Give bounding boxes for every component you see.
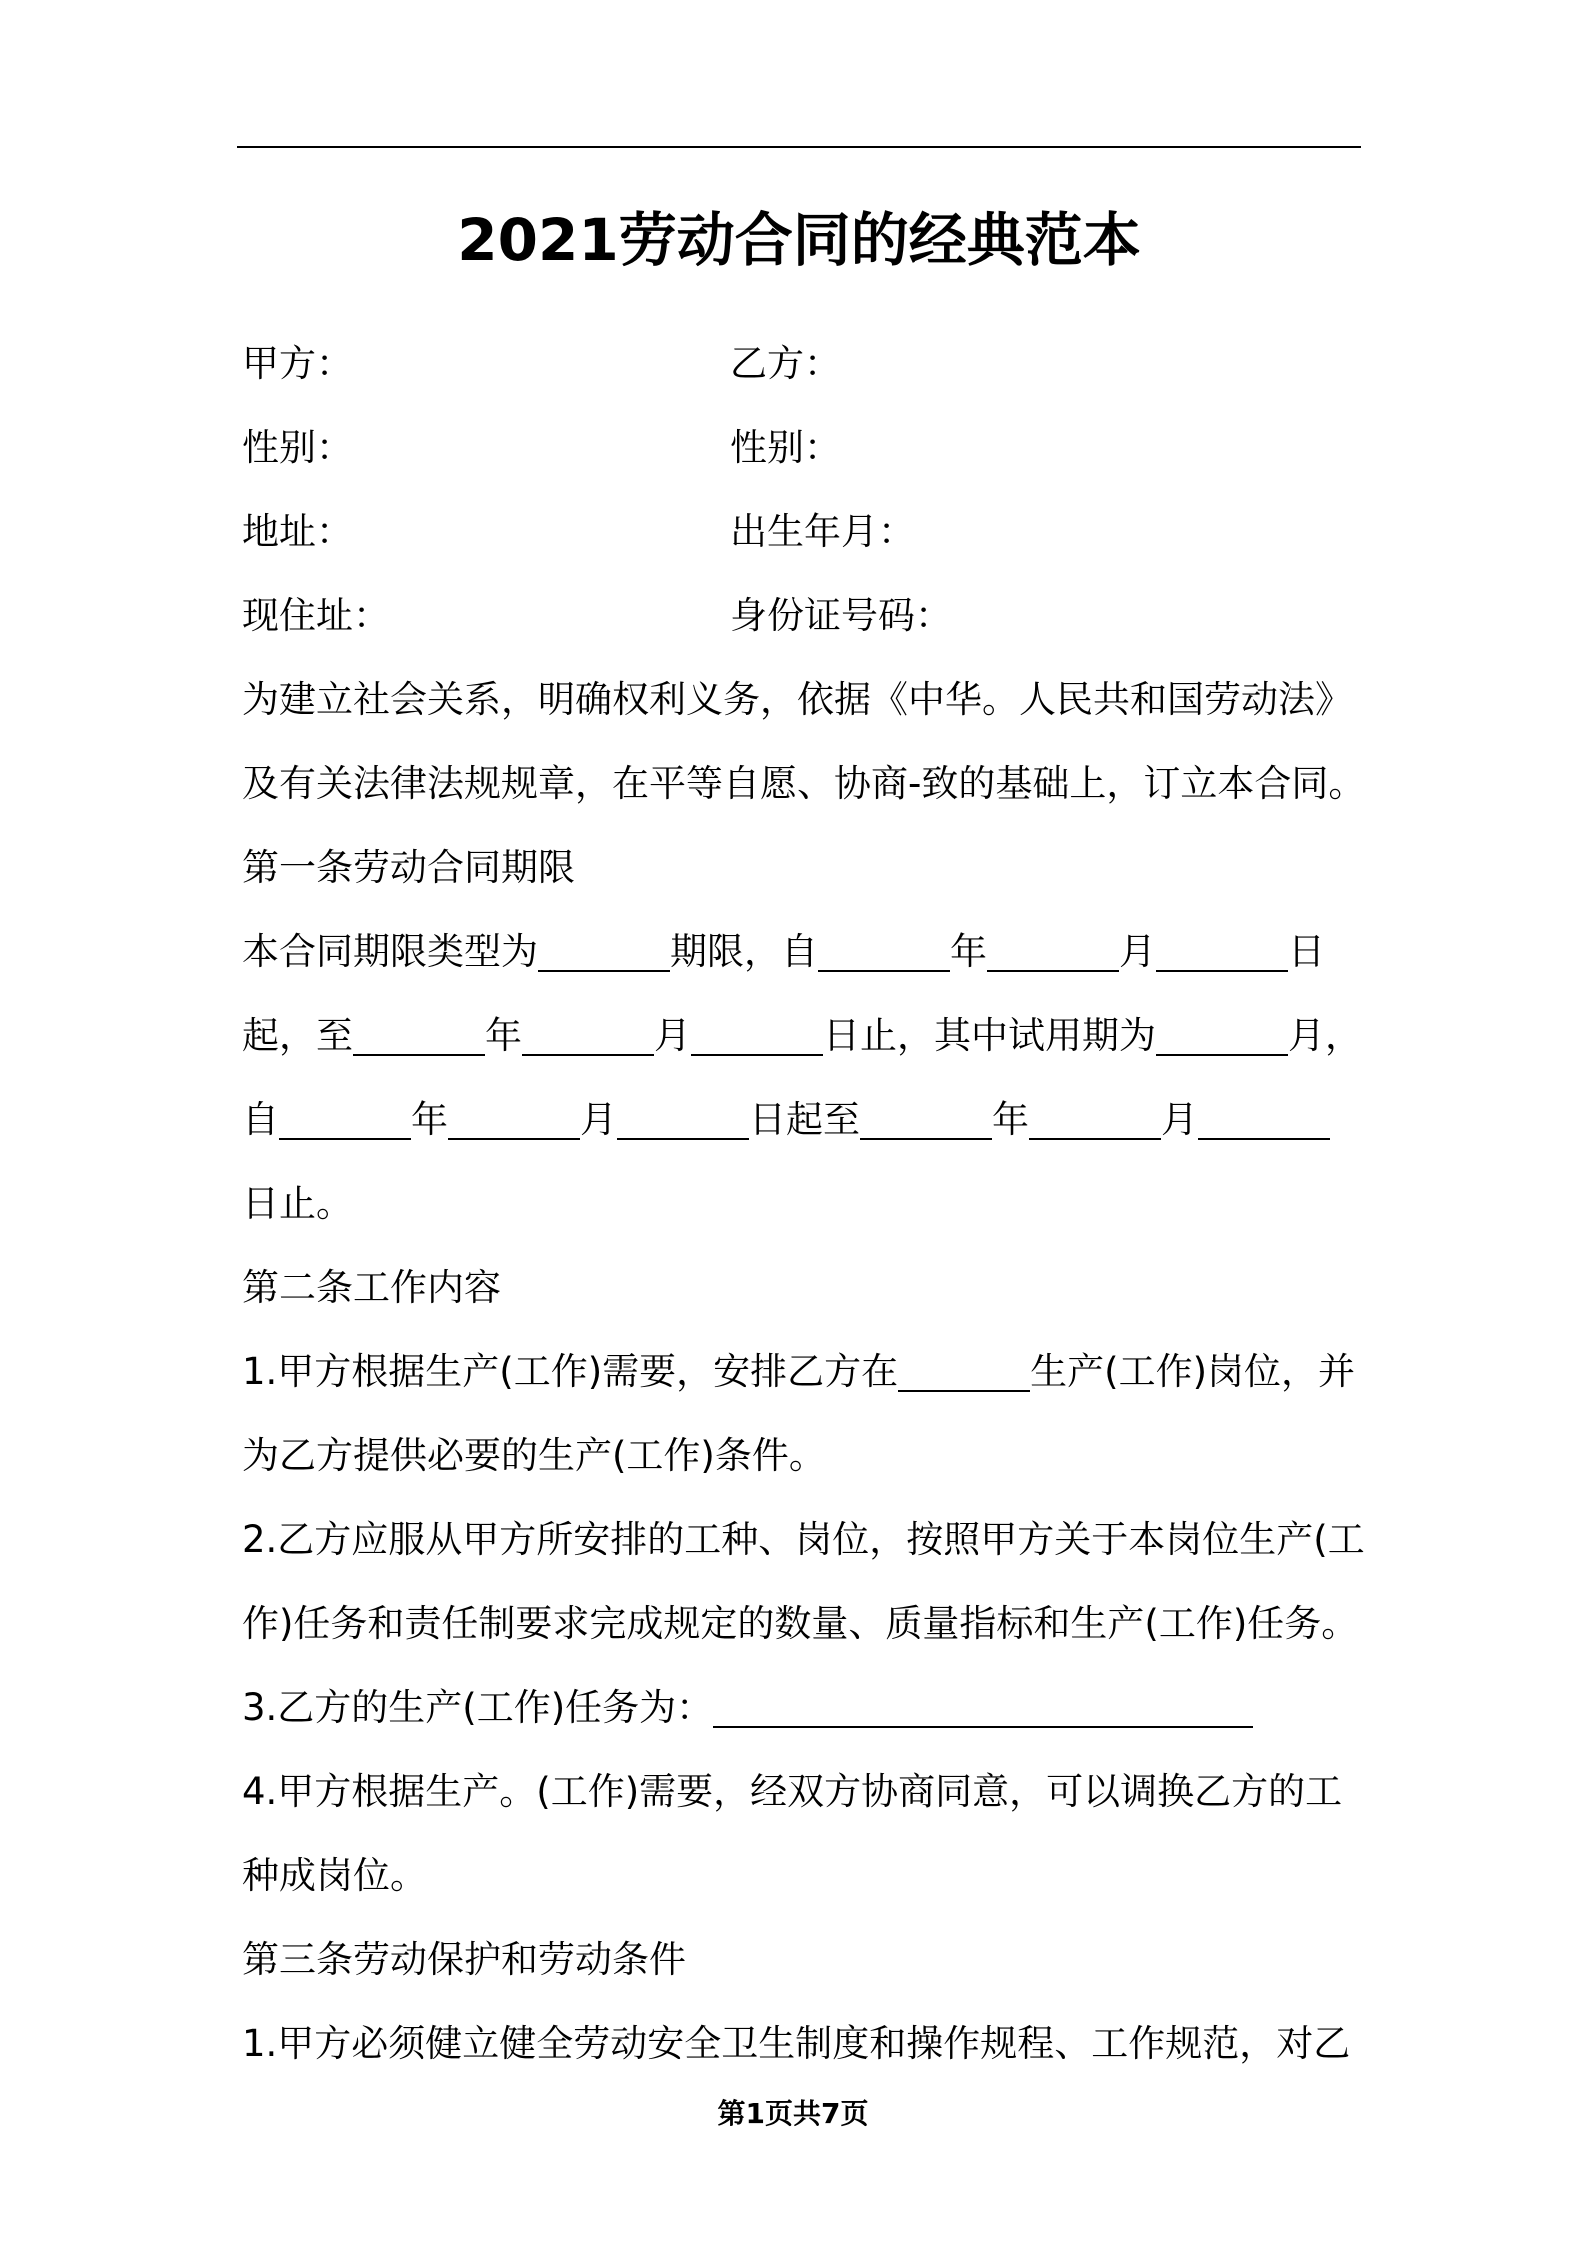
text-segment: 年 <box>485 1014 522 1057</box>
text-segment: 月 <box>654 1014 691 1057</box>
article-2-item-1 <box>242 1330 1372 1414</box>
fill-blank[interactable] <box>987 969 1119 972</box>
article-2-item-4: 4.甲方根据生产。(工作)需要，经双方协商同意，可以调换乙方的工 <box>242 1770 1343 1813</box>
party-row <box>242 406 1362 490</box>
party-row <box>242 490 1362 574</box>
fill-blank[interactable] <box>898 1389 1030 1392</box>
fill-blank[interactable] <box>617 1137 749 1140</box>
text-segment: 期限，自 <box>670 930 818 973</box>
article-1-line: 日止。 <box>242 1182 353 1225</box>
text-segment: 生产(工作)岗位，并 <box>1030 1350 1356 1393</box>
intro-line: 及有关法律法规规章，在平等自愿、协商-致的基础上，订立本合同。 <box>242 762 1366 805</box>
party-row <box>242 322 1362 406</box>
fill-blank[interactable] <box>522 1053 654 1056</box>
article-2-item-1-cont: 为乙方提供必要的生产(工作)条件。 <box>242 1434 826 1477</box>
text-segment: 日止，其中试用期为 <box>823 1014 1156 1057</box>
article-3-heading: 第三条劳动保护和劳动条件 <box>242 1938 686 1981</box>
fill-blank[interactable] <box>538 969 670 972</box>
fill-blank[interactable] <box>1029 1137 1161 1140</box>
article-2-item-4-cont: 种成岗位。 <box>242 1854 427 1897</box>
text-segment: 1.甲方根据生产(工作)需要，安排乙方在 <box>242 1350 899 1393</box>
fill-blank[interactable] <box>713 1725 1253 1728</box>
fill-blank[interactable] <box>818 969 950 972</box>
article-3-item-1: 1.甲方必须健立健全劳动安全卫生制度和操作规程、工作规范，对乙 <box>242 2022 1351 2065</box>
party-a-gender-label: 性别： <box>242 426 353 469</box>
article-1-line <box>242 1078 1372 1162</box>
text-segment: 月 <box>1161 1098 1198 1141</box>
fill-blank[interactable] <box>1156 1053 1288 1056</box>
text-segment: 日起至 <box>749 1098 860 1141</box>
party-b-gender-label: 性别： <box>730 426 841 469</box>
text-segment: 日 <box>1288 930 1325 973</box>
text-segment: 月 <box>580 1098 617 1141</box>
text-segment: 3.乙方的生产(工作)任务为： <box>242 1686 714 1729</box>
fill-blank[interactable] <box>1198 1137 1330 1140</box>
article-2-item-2-cont: 作)任务和责任制要求完成规定的数量、质量指标和生产(工作)任务。 <box>242 1602 1359 1645</box>
article-2-heading: 第二条工作内容 <box>242 1266 501 1309</box>
contract-body <box>242 658 1372 2086</box>
article-2-item-3 <box>242 1666 1372 1750</box>
party-b-label: 乙方： <box>730 342 841 385</box>
fill-blank[interactable] <box>860 1137 992 1140</box>
text-segment: 本合同期限类型为 <box>242 930 538 973</box>
party-a-address-label: 地址： <box>242 510 353 553</box>
document-title: 2021劳动合同的经典范本 <box>457 206 1141 274</box>
party-b-id-number-label: 身份证号码： <box>730 594 952 637</box>
article-2-item-2: 2.乙方应服从甲方所安排的工种、岗位，按照甲方关于本岗位生产(工 <box>242 1518 1365 1561</box>
article-1-heading: 第一条劳动合同期限 <box>242 846 575 889</box>
fill-blank[interactable] <box>353 1053 485 1056</box>
text-segment: 年 <box>411 1098 448 1141</box>
fill-blank[interactable] <box>1156 969 1288 972</box>
page-number: 第1页共7页 <box>717 2097 869 2130</box>
fill-blank[interactable] <box>448 1137 580 1140</box>
header-rule <box>237 146 1361 148</box>
text-segment: 月， <box>1288 1014 1362 1057</box>
party-a-label: 甲方： <box>242 342 353 385</box>
article-1-line <box>242 994 1372 1078</box>
party-b-birth-label: 出生年月： <box>730 510 915 553</box>
article-1-line <box>242 910 1372 994</box>
text-segment: 年 <box>992 1098 1029 1141</box>
text-segment: 年 <box>950 930 987 973</box>
text-segment: 起，至 <box>242 1014 353 1057</box>
intro-line: 为建立社会关系，明确权利义务，依据《中华。人民共和国劳动法》 <box>242 678 1352 721</box>
party-row <box>242 574 1362 658</box>
party-a-current-address-label: 现住址： <box>242 594 390 637</box>
fill-blank[interactable] <box>279 1137 411 1140</box>
text-segment: 月 <box>1119 930 1156 973</box>
text-segment: 自 <box>242 1098 279 1141</box>
fill-blank[interactable] <box>691 1053 823 1056</box>
party-info-grid <box>242 322 1362 658</box>
